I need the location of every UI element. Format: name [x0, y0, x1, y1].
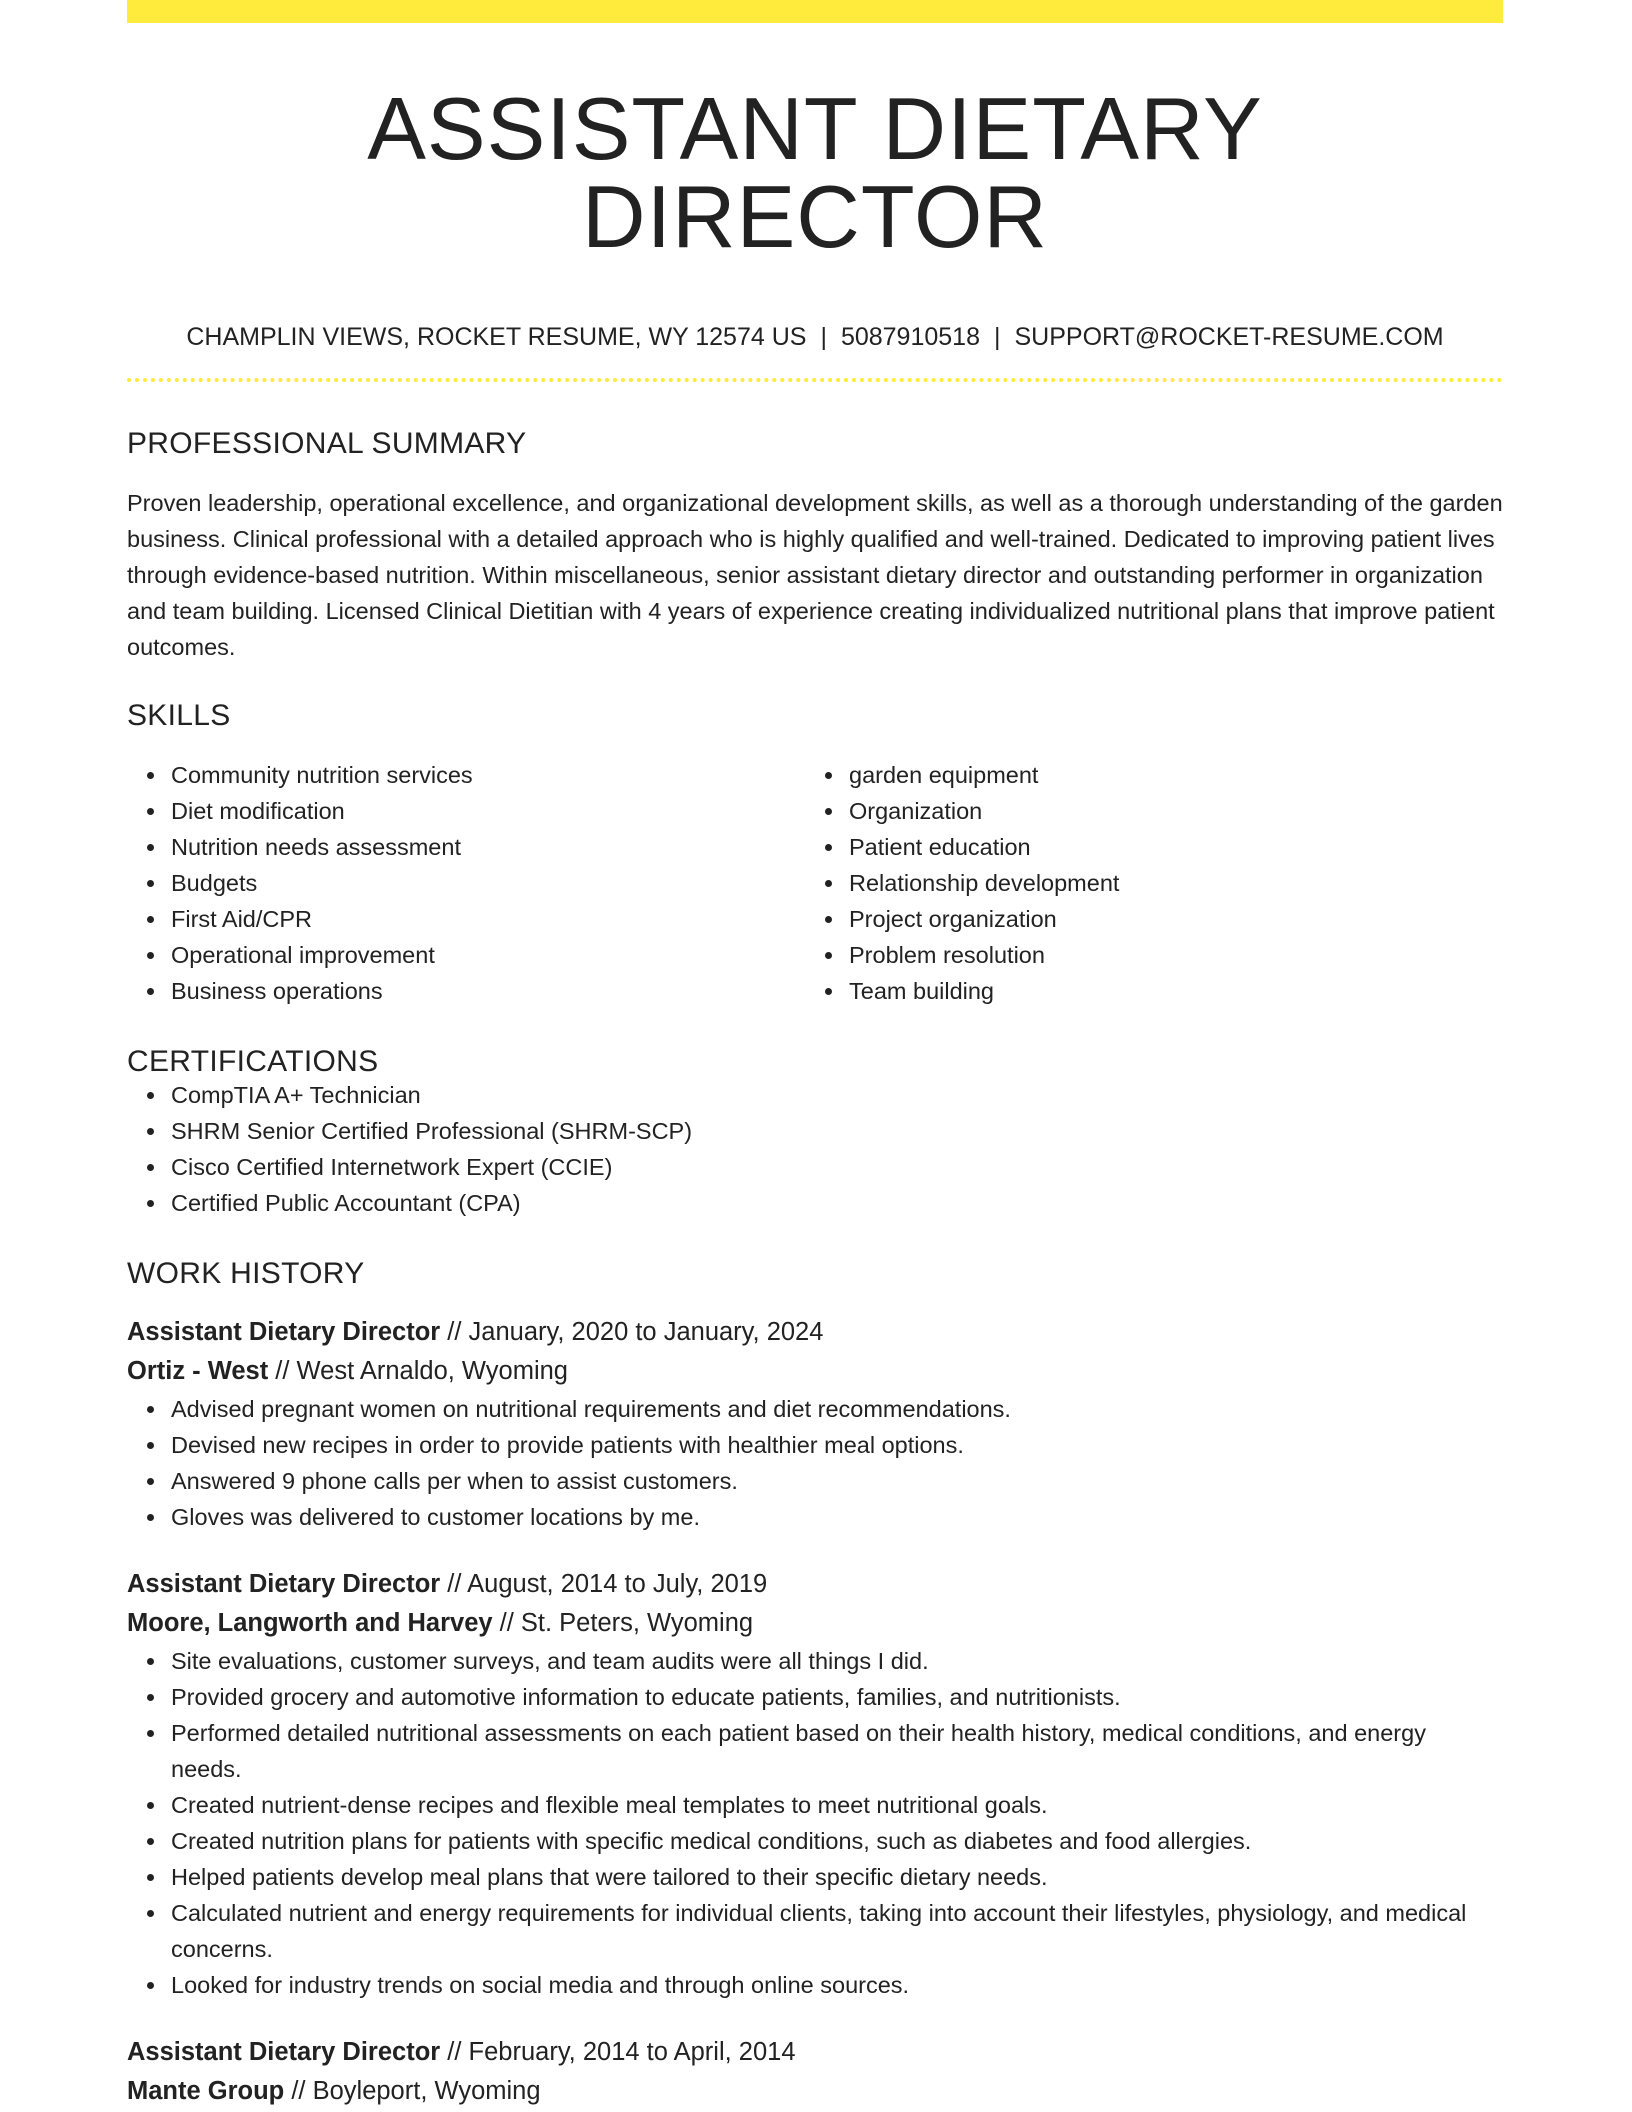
- skill-item: Organization: [849, 793, 1483, 829]
- accent-bar: [127, 0, 1503, 23]
- skill-item: Relationship development: [849, 865, 1483, 901]
- job-bullet: Created nutrition plans for patients with specific medical conditions, such as diabetes and food allergies.: [171, 1823, 1503, 1859]
- certification-item: CompTIA A+ Technician: [171, 1077, 1503, 1113]
- job-role: Assistant Dietary Director: [127, 1570, 441, 1598]
- contact-line: [127, 325, 1503, 350]
- job-bullet: Devised new recipes in order to provide patients with healthier meal options.: [171, 1427, 1503, 1463]
- job-bullet: Site evaluations, customer surveys, and team audits were all things I did.: [171, 1643, 1503, 1679]
- job-bullet: Advised pregnant women on nutritional requirements and diet recommendations.: [171, 1391, 1503, 1427]
- skill-item: garden equipment: [849, 757, 1483, 793]
- certifications-heading: CERTIFICATIONS: [127, 1045, 379, 1078]
- job-role-line: [127, 1565, 1503, 1604]
- job-dates: // August, 2014 to July, 2019: [440, 1570, 768, 1598]
- certification-item: Certified Public Accountant (CPA): [171, 1185, 1503, 1221]
- job-bullet: Created nutrient-dense recipes and flexible meal templates to meet nutritional goals.: [171, 1787, 1503, 1823]
- job-company: Moore, Langworth and Harvey: [127, 1609, 493, 1637]
- skill-item: Patient education: [849, 829, 1483, 865]
- job-bullet: Provided grocery and automotive information to educate patients, families, and nutritionists.: [171, 1679, 1503, 1715]
- job-dates: // January, 2020 to January, 2024: [440, 1318, 824, 1346]
- job-role-line: [127, 2033, 1503, 2072]
- job-company: Mante Group: [127, 2077, 285, 2105]
- skill-item: Operational improvement: [171, 937, 805, 973]
- job-bullet: Answered 9 phone calls per when to assist customers.: [171, 1463, 1503, 1499]
- job-entry: [127, 1313, 1503, 1535]
- summary-heading: PROFESSIONAL SUMMARY: [127, 427, 527, 460]
- skill-item: Community nutrition services: [171, 757, 805, 793]
- skill-item: Team building: [849, 973, 1483, 1009]
- contact-separator: |: [820, 323, 827, 351]
- job-location: // Boyleport, Wyoming: [284, 2077, 541, 2105]
- resume-page: [127, 0, 1503, 2111]
- job-entry: [127, 1565, 1503, 2003]
- job-entry: [127, 2033, 1503, 2111]
- job-company-line: [127, 2072, 1503, 2111]
- job-bullet: Looked for industry trends on social media and through online sources.: [171, 1967, 1503, 2003]
- certification-item: SHRM Senior Certified Professional (SHRM-SCP): [171, 1113, 1503, 1149]
- skills-heading: SKILLS: [127, 699, 231, 732]
- skill-item: Nutrition needs assessment: [171, 829, 805, 865]
- job-location: // West Arnaldo, Wyoming: [268, 1357, 568, 1385]
- skill-item: Project organization: [849, 901, 1483, 937]
- skills-grid: [127, 757, 1503, 1009]
- job-location: // St. Peters, Wyoming: [492, 1609, 754, 1637]
- skill-item: Budgets: [171, 865, 805, 901]
- job-bullet: Performed detailed nutritional assessments on each patient based on their health history, medical conditions, and energy needs.: [171, 1715, 1503, 1787]
- work-history-heading: WORK HISTORY: [127, 1257, 365, 1290]
- skills-list-left: [127, 757, 805, 1009]
- job-bullet: Calculated nutrient and energy requirements for individual clients, taking into account their lifestyles, physiology, and medical concerns.: [171, 1895, 1503, 1967]
- contact-phone: 5087910518: [840, 323, 980, 351]
- job-bullet: Gloves was delivered to customer locations by me.: [171, 1499, 1503, 1535]
- job-bullets: [127, 1643, 1503, 2003]
- contact-separator: |: [993, 323, 1001, 351]
- certification-item: Cisco Certified Internetwork Expert (CCIE): [171, 1149, 1503, 1185]
- skills-list-right: [805, 757, 1483, 1009]
- skill-item: Diet modification: [171, 793, 805, 829]
- job-company: Ortiz - West: [127, 1357, 269, 1385]
- skill-item: First Aid/CPR: [171, 901, 805, 937]
- job-role: Assistant Dietary Director: [127, 1318, 441, 1346]
- job-bullets: [127, 1391, 1503, 1535]
- skills-column-left: [127, 757, 805, 1009]
- skill-item: Problem resolution: [849, 937, 1483, 973]
- job-bullet: Helped patients develop meal plans that were tailored to their specific dietary needs.: [171, 1859, 1503, 1895]
- dotted-divider: [127, 378, 1503, 382]
- contact-address: CHAMPLIN VIEWS, ROCKET RESUME, WY 12574 US: [186, 323, 807, 351]
- job-dates: // February, 2014 to April, 2014: [440, 2038, 796, 2066]
- certifications-list: [127, 1077, 1503, 1221]
- skills-column-right: [805, 757, 1483, 1009]
- job-company-line: [127, 1352, 1503, 1391]
- job-company-line: [127, 1604, 1503, 1643]
- contact-email: SUPPORT@ROCKET-RESUME.COM: [1014, 323, 1444, 351]
- skill-item: Business operations: [171, 973, 805, 1009]
- summary-text: Proven leadership, operational excellence, and organizational development skills, as well as a thorough understanding of the garden business. Clinical professional with a detailed approach who is highly qualified and well-trained. Dedicated to improving patient lives through evidence-based nutrition. Within miscellaneous, senior assistant dietary director and outstanding performer in organization and team building. Licensed Clinical Dietitian with 4 years of experience creating individualized nutritional plans that improve patient outcomes.: [127, 490, 1503, 660]
- page-title: ASSISTANT DIETARY DIRECTOR: [367, 79, 1263, 266]
- job-role: Assistant Dietary Director: [127, 2038, 441, 2066]
- job-role-line: [127, 1313, 1503, 1352]
